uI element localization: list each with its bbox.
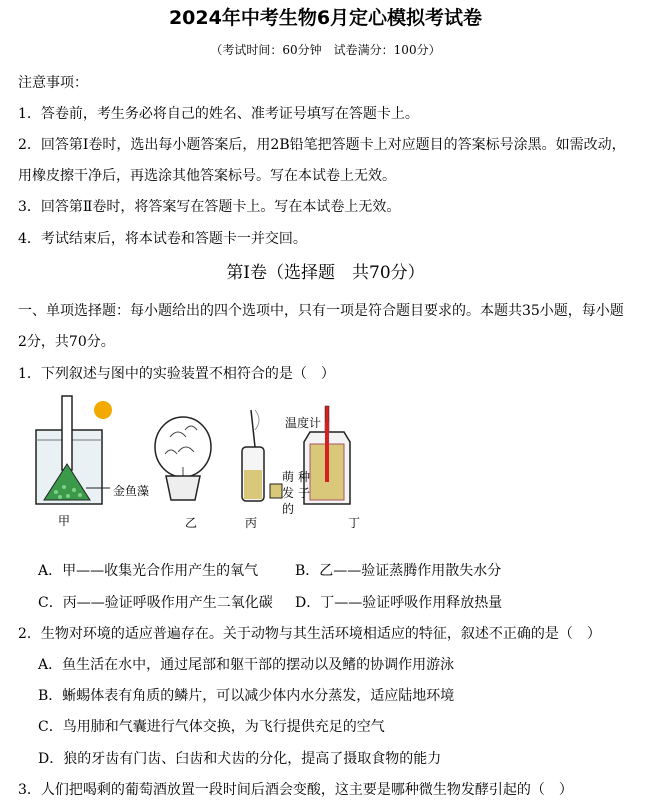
- question-2-stem: 2．生物对环境的适应普遍存在。关于动物与其生活环境相适应的特征，叙述不正确的是（ ）: [18, 626, 601, 642]
- question-1-option-c: C．丙——验证呼吸作用产生二氧化碳: [38, 595, 273, 611]
- apparatus-bing: [242, 410, 282, 501]
- exam-subtitle: （考试时间：60分钟 试卷满分：100分）: [210, 43, 441, 57]
- experiment-figure: [30, 392, 370, 532]
- label-seed-3: 发: [282, 486, 295, 500]
- label-yi: 乙: [185, 516, 198, 530]
- sun-icon: [94, 401, 112, 419]
- label-seed-1: 萌: [282, 470, 295, 484]
- label-jia: 甲: [58, 514, 71, 528]
- notice-2: 2．回答第Ⅰ卷时，选出每小题答案后，用2B铅笔把答题卡上对应题目的答案标号涂黑。如需改动，: [18, 137, 626, 153]
- apparatus-yi: [155, 417, 211, 500]
- label-bing: 丙: [245, 516, 258, 530]
- notice-4: 4．考试结束后，将本试卷和答题卡一并交回。: [18, 231, 307, 247]
- label-seed-2: 种: [298, 470, 311, 484]
- question-2-option-b: B．蜥蜴体表有角质的鳞片，可以减少体内水分蒸发，适应陆地环境: [38, 688, 455, 704]
- instructions-line-1: 一、单项选择题：每小题给出的四个选项中，只有一项是符合题目要求的。本题共35小题，每小题: [18, 303, 624, 319]
- question-2-option-a: A．鱼生活在水中，通过尾部和躯干部的摆动以及鳍的协调作用游泳: [38, 657, 455, 673]
- apparatus-jia: [36, 396, 112, 504]
- question-1-option-b: B．乙——验证蒸腾作用散失水分: [295, 563, 502, 579]
- question-1-option-d: D．丁——验证呼吸作用释放热量: [295, 595, 503, 611]
- experiment-diagram: [30, 392, 370, 532]
- notice-1: 1．答卷前，考生务必将自己的姓名、准考证号填写在答题卡上。: [18, 106, 419, 122]
- label-ding: 丁: [348, 516, 361, 530]
- section-title: 第Ⅰ卷（选择题 共70分）: [226, 263, 425, 283]
- question-3-stem: 3．人们把喝剩的葡萄酒放置一段时间后酒会变酸，这主要是哪种微生物发酵引起的（ ）: [18, 782, 573, 798]
- notice-heading: 注意事项：: [18, 75, 88, 91]
- question-2-option-d: D．狼的牙齿有门齿、臼齿和犬齿的分化，提高了摄取食物的能力: [38, 751, 442, 767]
- notice-3: 3．回答第Ⅱ卷时，将答案写在答题卡上。写在本试卷上无效。: [18, 199, 401, 215]
- exam-title: 2024年中考生物6月定心模拟考试卷: [168, 7, 483, 29]
- notice-2-cont: 用橡皮擦干净后，再选涂其他答案标号。写在本试卷上无效。: [18, 168, 396, 184]
- label-thermometer: 温度计: [285, 416, 322, 430]
- instructions-line-2: 2分，共70分。: [18, 334, 115, 350]
- question-1-stem: 1．下列叙述与图中的实验装置不相符合的是（ ）: [18, 366, 335, 382]
- question-2-option-c: C．鸟用肺和气囊进行气体交换，为飞行提供充足的空气: [38, 719, 385, 735]
- label-seed-4: 子: [298, 486, 311, 500]
- question-1-option-a: A．甲——收集光合作用产生的氧气: [38, 563, 259, 579]
- label-goldfish-weed: 金鱼藻: [113, 484, 150, 498]
- label-seed-5: 的: [282, 502, 295, 516]
